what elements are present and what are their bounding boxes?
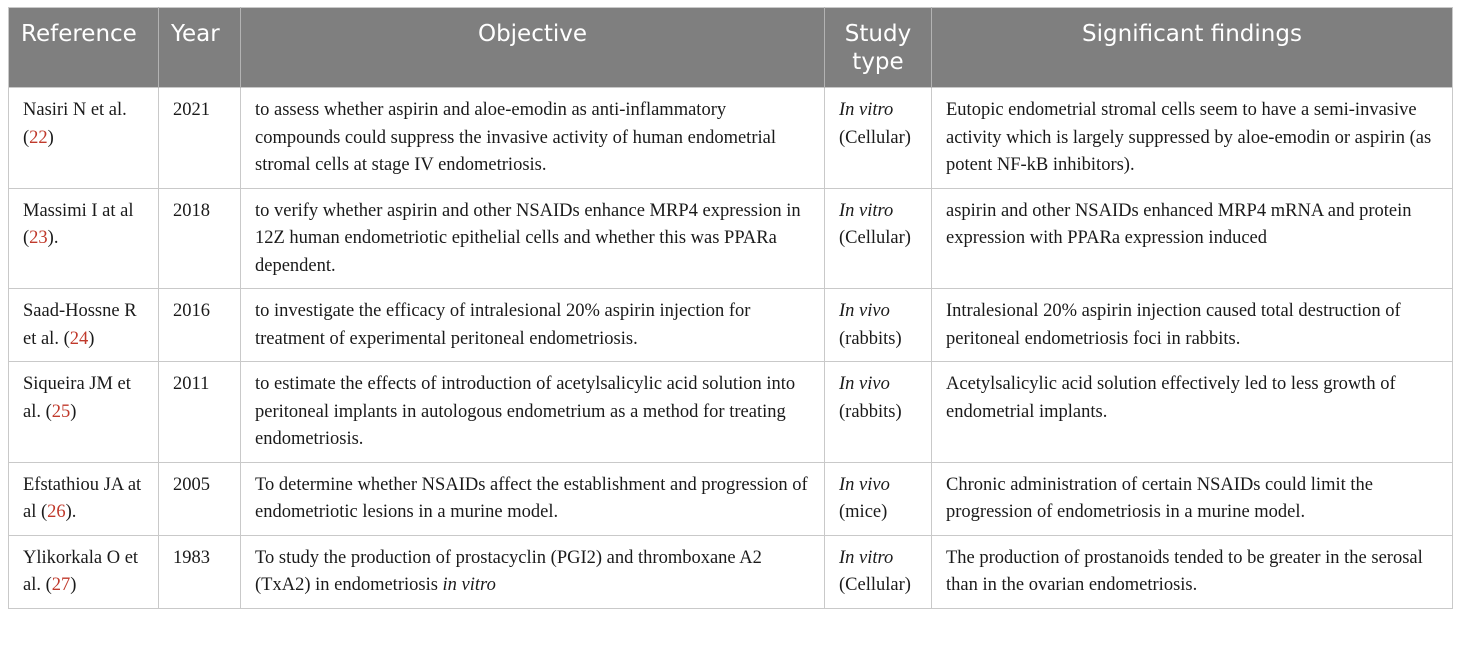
reference-text: Ylikorkala O et al. ( (23, 547, 139, 595)
objective-cell (241, 362, 825, 463)
study-type-subject: (rabbits) (839, 401, 902, 422)
study-type-cell (825, 88, 932, 189)
table-row (9, 188, 1453, 289)
objective-text: to assess whether aspirin and aloe-emodin as anti-inflammatory compounds could suppress the invasive activity of human endometrial stromal cells at stage IV endometriosis. (255, 100, 776, 175)
table-row (9, 362, 1453, 463)
reference-cell (9, 289, 159, 362)
reference-close: ). (47, 228, 59, 248)
findings-cell: The production of prostanoids tended to be greater in the serosal than in the ovarian endometriosis. (932, 535, 1453, 608)
study-type-italic: In vivo (839, 301, 890, 321)
reference-close: ). (65, 502, 77, 522)
objective-cell (241, 188, 825, 289)
year-cell: 1983 (159, 535, 241, 608)
study-type-italic: In vivo (839, 474, 890, 495)
reference-close: ) (70, 401, 77, 422)
objective-text: to estimate the effects of introduction of acetylsalicylic acid solution into peritoneal implants in autologous endometrium as a method for treating endometriosis. (255, 374, 796, 449)
reference-text: Nasiri N et al. ( (23, 100, 127, 148)
header-objective: Objective (241, 8, 825, 88)
studies-table (8, 7, 1453, 609)
table-row (9, 535, 1453, 608)
objective-text: to investigate the efficacy of intralesional 20% aspirin injection for treatment of experimental peritoneal endometriosis. (255, 301, 751, 349)
reference-cell (9, 535, 159, 608)
reference-text: Massimi I at al ( (23, 200, 134, 248)
citation-link[interactable]: 23 (29, 228, 48, 248)
study-type-cell (825, 188, 932, 289)
objective-text: To determine whether NSAIDs affect the establishment and progression of endometriotic lesions in a murine model. (255, 474, 808, 522)
study-type-italic: In vitro (839, 200, 894, 221)
objective-cell (241, 535, 825, 608)
study-type-cell (825, 362, 932, 463)
year-cell: 2018 (159, 188, 241, 289)
reference-close: ) (70, 575, 77, 595)
reference-cell (9, 362, 159, 463)
study-type-subject: (rabbits) (839, 328, 902, 349)
reference-cell (9, 462, 159, 535)
findings-cell: Acetylsalicylic acid solution effectively led to less growth of endometrial implants. (932, 362, 1453, 463)
objective-text: to verify whether aspirin and other NSAIDs enhance MRP4 expression in 12Z human endometriotic epithelial cells and whether this was PPARa dependent. (255, 200, 801, 276)
header-reference: Reference (9, 8, 159, 88)
study-type-italic: In vivo (839, 374, 890, 394)
findings-cell: Eutopic endometrial stromal cells seem to have a semi-invasive activity which is largely suppressed by aloe-emodin or aspirin (as potent NF-kB inhibitors). (932, 88, 1453, 189)
citation-link[interactable]: 27 (51, 575, 71, 595)
findings-cell: Chronic administration of certain NSAIDs could limit the progression of endometriosis in a murine model. (932, 462, 1453, 535)
year-cell: 2016 (159, 289, 241, 362)
study-type-cell (825, 535, 932, 608)
reference-close: ) (88, 328, 95, 349)
citation-link[interactable]: 22 (29, 127, 48, 148)
study-type-subject: (Cellular) (839, 127, 911, 148)
year-cell: 2011 (159, 362, 241, 463)
study-type-subject: (mice) (839, 502, 888, 522)
header-year: Year (159, 8, 241, 88)
findings-cell: Intralesional 20% aspirin injection caused total destruction of peritoneal endometriosis foci in rabbits. (932, 289, 1453, 362)
table-row (9, 289, 1453, 362)
reference-text: Siqueira JM et al. ( (23, 374, 131, 422)
study-type-italic: In vitro (839, 547, 894, 568)
citation-link[interactable]: 24 (69, 328, 89, 349)
year-cell: 2021 (159, 88, 241, 189)
reference-cell (9, 88, 159, 189)
reference-cell (9, 188, 159, 289)
citation-link[interactable]: 25 (51, 401, 71, 422)
findings-cell: aspirin and other NSAIDs enhanced MRP4 mRNA and protein expression with PPARa expression induced (932, 188, 1453, 289)
header-study-type: Study type (825, 8, 932, 88)
objective-cell (241, 289, 825, 362)
study-type-cell (825, 289, 932, 362)
objective-text: To study the production of prostacyclin (PGI2) and thromboxane A2 (TxA2) in endometriosis (255, 547, 762, 595)
reference-close: ) (47, 127, 54, 148)
study-type-cell (825, 462, 932, 535)
year-cell: 2005 (159, 462, 241, 535)
study-type-subject: (Cellular) (839, 575, 911, 595)
citation-link[interactable]: 26 (47, 502, 66, 522)
study-type-italic: In vitro (839, 100, 894, 120)
study-type-subject: (Cellular) (839, 228, 911, 248)
table-row (9, 462, 1453, 535)
reference-text: Efstathiou JA at al ( (23, 474, 142, 522)
table-row (9, 88, 1453, 189)
header-findings: Significant findings (932, 8, 1453, 88)
objective-cell (241, 462, 825, 535)
objective-cell (241, 88, 825, 189)
header-row (9, 8, 1453, 88)
objective-italic: in vitro (442, 575, 496, 595)
reference-text: Saad-Hossne R et al. ( (23, 301, 137, 349)
